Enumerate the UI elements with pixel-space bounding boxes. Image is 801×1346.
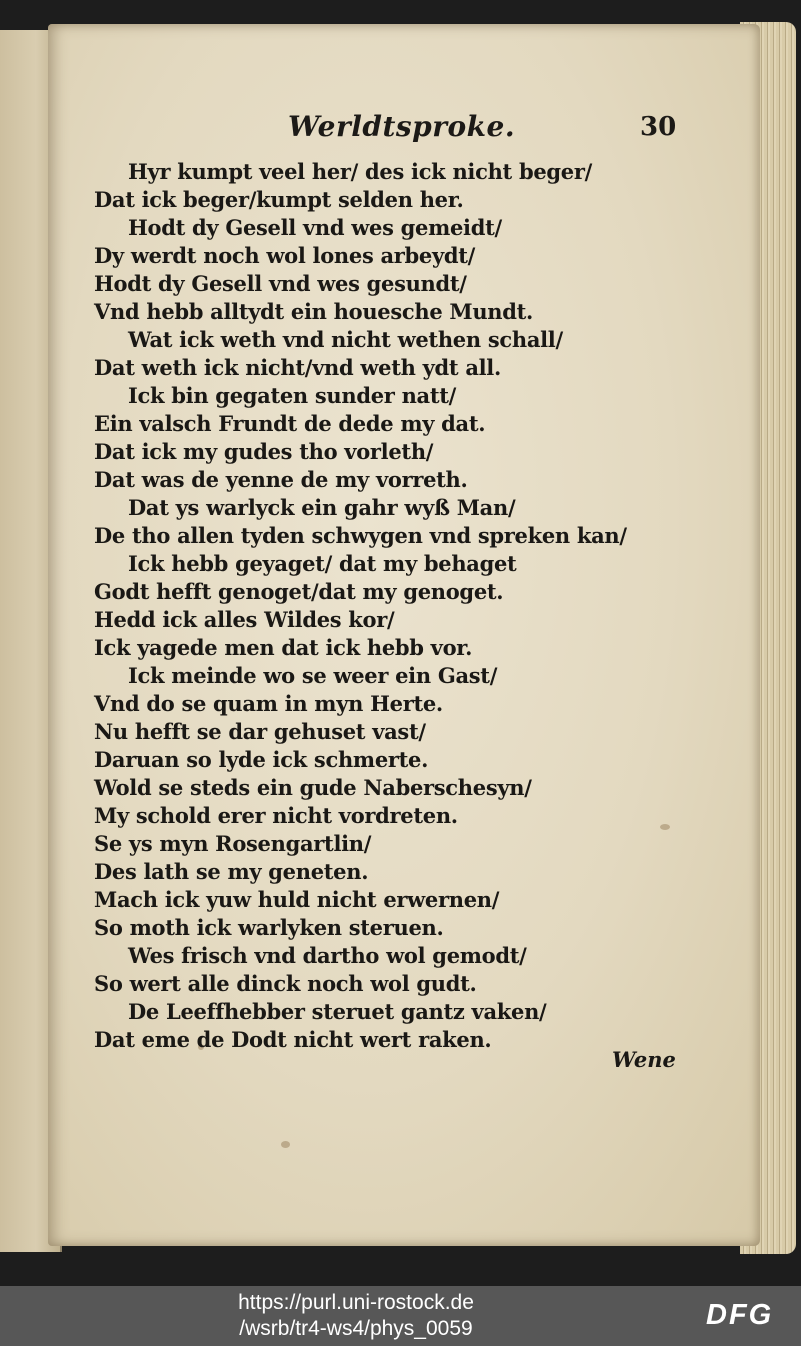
paper-stain bbox=[660, 824, 670, 830]
verse-line: Daruan so lyde ick schmerte. bbox=[94, 747, 429, 772]
verse-line: Ein valsch Frundt de dede my dat. bbox=[94, 411, 486, 436]
verse-line: Vnd do se quam in myn Herte. bbox=[94, 691, 443, 716]
verse-line: Wat ick weth vnd nicht wethen schall/ bbox=[128, 327, 563, 352]
verse-line: Ick yagede men dat ick hebb vor. bbox=[94, 635, 473, 660]
verse-line: Mach ick yuw huld nicht erwernen/ bbox=[94, 887, 500, 912]
verse-line: Se ys myn Rosengartlin/ bbox=[94, 831, 372, 856]
verse-line: Ick meinde wo se weer ein Gast/ bbox=[128, 663, 498, 688]
verse-line: De tho allen tyden schwygen vnd spreken kan/ bbox=[94, 523, 627, 548]
verse-line: Des lath se my geneten. bbox=[94, 859, 369, 884]
permalink-line-2[interactable]: /wsrb/tr4-ws4/phys_0059 bbox=[239, 1317, 473, 1340]
verse-line: Ick hebb geyaget/ dat my behaget bbox=[128, 551, 517, 576]
verse-line: Dat ick my gudes tho vorleth/ bbox=[94, 439, 434, 464]
permalink-line-1[interactable]: https://purl.uni-rostock.de bbox=[238, 1291, 474, 1314]
paper-stain bbox=[281, 1141, 290, 1148]
verse-line: Dat ick beger/kumpt selden her. bbox=[94, 187, 464, 212]
verse-line: Wold se steds ein gude Naberschesyn/ bbox=[94, 775, 532, 800]
verse-line: Godt hefft genoget/dat my genoget. bbox=[94, 579, 504, 604]
verse-line: Dat ys warlyck ein gahr wyß Man/ bbox=[128, 495, 516, 520]
page-number: 30 bbox=[640, 112, 677, 142]
footer-bar bbox=[0, 1286, 801, 1346]
running-title: Werldtsproke. bbox=[288, 110, 516, 143]
verse-line: Hedd ick alles Wildes kor/ bbox=[94, 607, 395, 632]
verse-line: Dat eme de Dodt nicht wert raken. bbox=[94, 1027, 492, 1052]
verse-line: Dy werdt noch wol lones arbeydt/ bbox=[94, 243, 476, 268]
verse-line: Vnd hebb alltydt ein houesche Mundt. bbox=[94, 299, 534, 324]
verse-line: Ick bin gegaten sunder natt/ bbox=[128, 383, 457, 408]
permalink[interactable] bbox=[0, 1290, 712, 1342]
catchword: Wene bbox=[612, 1047, 676, 1072]
verse-line: Hodt dy Gesell vnd wes gesundt/ bbox=[94, 271, 467, 296]
dfg-logo: DFG bbox=[706, 1299, 774, 1331]
verse-line: Wes frisch vnd dartho wol gemodt/ bbox=[128, 943, 527, 968]
verse-line: So wert alle dinck noch wol gudt. bbox=[94, 971, 477, 996]
verse-line: Hodt dy Gesell vnd wes gemeidt/ bbox=[128, 215, 502, 240]
verse-line: So moth ick warlyken steruen. bbox=[94, 915, 444, 940]
verse-line: Dat was de yenne de my vorreth. bbox=[94, 467, 468, 492]
verse-line: Dat weth ick nicht/vnd weth ydt all. bbox=[94, 355, 501, 380]
verse-line: Hyr kumpt veel her/ des ick nicht beger/ bbox=[128, 159, 592, 184]
verse-line: Nu hefft se dar gehuset vast/ bbox=[94, 719, 426, 744]
verse-line: De Leeffhebber steruet gantz vaken/ bbox=[128, 999, 547, 1024]
verse-line: My schold erer nicht vordreten. bbox=[94, 803, 458, 828]
